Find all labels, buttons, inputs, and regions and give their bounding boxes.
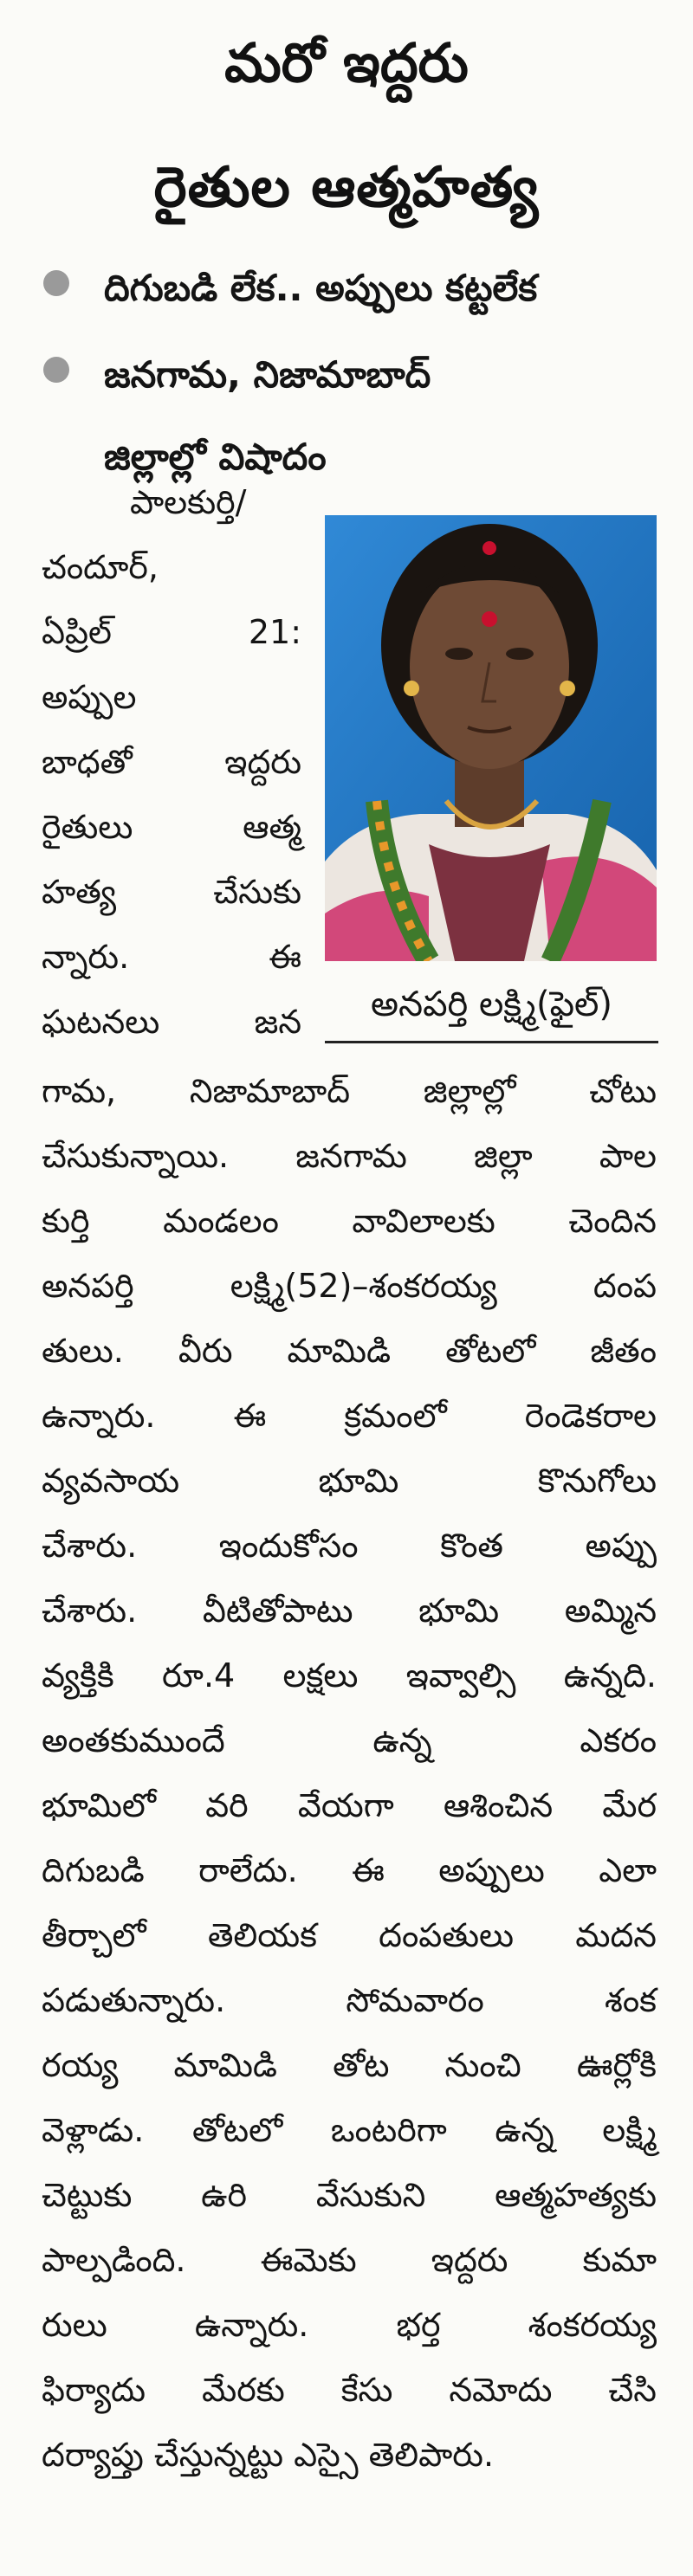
body-text-line: వ్యక్తికి రూ.4 లక్షలు ఇవ్వాల్సి ఉన్నది. — [42, 1656, 657, 1695]
subhead-text: జనగామ, నిజామాబాద్ — [104, 353, 431, 396]
photo-caption: అనపర్తి లక్ష్మి(ఫైల్) — [370, 985, 612, 1024]
body-text-line: ఫిర్యాదు మేరకు కేసు నమోదు చేసి — [42, 2371, 657, 2409]
subhead-bullet-1 — [0, 251, 693, 325]
body-text-line: చేశారు. వీటితోపాటు భూమి అమ్మిన — [42, 1591, 657, 1630]
body-text-line: హత్య చేసుకు — [42, 873, 301, 911]
body-text-line: చందూర్, — [42, 548, 159, 586]
body-text-line: పడుతున్నారు. సోమవారం శంక — [42, 1981, 657, 2019]
portrait-image — [325, 515, 657, 961]
body-text-line: తులు. వీరు మామిడి తోటలో జీతం — [42, 1332, 657, 1370]
subhead-bullet-2-continued — [0, 420, 693, 494]
body-text-line: ఘటనలు జన — [42, 1003, 301, 1041]
body-text-line: తీర్చాలో తెలియక దంపతులు మదన — [42, 1916, 657, 1954]
body-text-line: బాధతో ఇద్దరు — [42, 743, 301, 781]
body-text-line: వ్యవసాయ భూమి కొనుగోలు — [42, 1462, 657, 1500]
body-text-line: న్నారు. ఈ — [42, 938, 301, 976]
body-text-line: కుర్తి మండలం వావిలాలకు చెందిన — [42, 1202, 657, 1240]
body-text-line: రైతులు ఆత్మ — [42, 808, 301, 846]
body-text-line: రయ్య మామిడి తోట నుంచి ఊర్లోకి — [42, 2046, 657, 2084]
body-text-line: భూమిలో వరి వేయగా ఆశించిన మేర — [42, 1786, 657, 1824]
headline-line-1: మరో ఇద్దరు — [224, 31, 469, 94]
body-text-line: చేసుకున్నాయి. జనగామ జిల్లా పాల — [42, 1137, 657, 1175]
subhead-text: జిల్లాల్లో విషాదం — [104, 436, 327, 478]
body-text-line: వెళ్లాడు. తోటలో ఒంటరిగా ఉన్న లక్ష్మి — [42, 2111, 657, 2149]
bullet-dot-icon — [43, 270, 69, 296]
body-text-line: చెట్టుకు ఉరి వేసుకుని ఆత్మహత్యకు — [42, 2176, 657, 2214]
body-text-line: ఏప్రిల్ 21: — [42, 613, 301, 651]
subhead-text: దిగుబడి లేక.. అప్పులు కట్టలేక — [104, 267, 538, 309]
body-text-line: రులు ఉన్నారు. భర్త శంకరయ్య — [42, 2306, 657, 2344]
body-text-line: దర్యాప్తు చేస్తున్నట్టు ఎస్సై తెలిపారు. — [42, 2436, 495, 2474]
body-text-line: దిగుబడి రాలేదు. ఈ అప్పులు ఎలా — [42, 1851, 657, 1889]
body-text-line: అంతకుముందే ఉన్న ఎకరం — [42, 1721, 657, 1759]
body-text-line: ఉన్నారు. ఈ క్రమంలో రెండెకరాల — [42, 1397, 657, 1435]
headline-line-2: రైతుల ఆత్మహత్య — [153, 156, 540, 220]
body-text-line: అనపర్తి లక్ష్మి(52)–శంకరయ్య దంప — [42, 1267, 657, 1305]
body-text-line: చేశారు. ఇందుకోసం కొంత అప్పు — [42, 1527, 657, 1565]
body-text-line: పాలకుర్తి/ — [130, 483, 247, 521]
portrait-photo — [325, 515, 657, 961]
body-text-line: పాల్పడింది. ఈమెకు ఇద్దరు కుమా — [42, 2241, 657, 2279]
body-text-line: గామ, నిజామాబాద్ జిల్లాల్లో చోటు — [42, 1072, 657, 1110]
bullet-dot-icon — [43, 357, 69, 383]
subhead-bullet-2 — [0, 338, 693, 411]
body-text-line: అప్పుల — [42, 678, 137, 716]
caption-divider — [325, 1041, 658, 1043]
